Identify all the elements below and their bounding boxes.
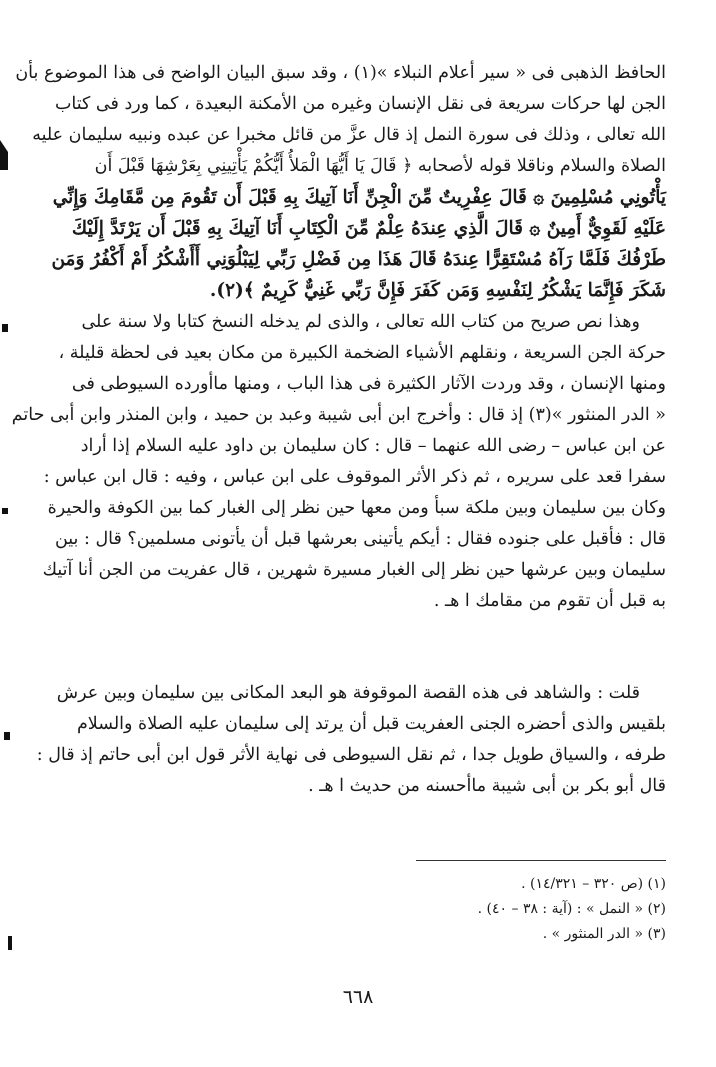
scan-artifact [4,732,10,740]
paragraph-3 [36,678,666,802]
quran-verse-line: طَرْفُكَ فَلَمَّا رَآهُ مُسْتَقِرًّا عِندَهُ قَالَ هَذَا مِن فَضْلِ رَبِّي لِيَبْلُوَنِي أَأَشْكُرُ أَمْ أَكْفُرُ وَمَن [51,249,666,270]
text-line: قال أبو بكر بن أبى شيبة ماأحسنه من حديث ا هـ . [308,776,666,796]
text-line: وكان بين سليمان وبين ملكة سبأ ومن معها حين نظر إلى الغبار كما بين الكوفة والحيرة [47,498,666,518]
text-line: الله تعالى ، وذلك فى سورة النمل إذ قال عزَّ من قائل مخبرا عن عبده ونبيه سليمان عليه [32,125,666,145]
text-line: سفرا قعد على سريره ، ثم ذكر الأثر الموقوف على ابن عباس ، وفيه : قال ابن عباس : [43,467,666,487]
paragraph-2 [11,307,666,617]
scan-artifact [8,936,12,950]
scan-artifact [0,140,8,170]
page-number: ٦٦٨ [342,986,374,1008]
text-line: وهذا نص صريح من كتاب الله تعالى ، والذى لم يدخله النسخ كتابا ولا سنة على [81,312,640,332]
text-line: سليمان وبين عرشها حين نظر إلى الغبار مسيرة شهرين ، قال عفريت من الجن أنا آتيك [42,560,666,580]
text-line: الجن لها حركات سريعة فى نقل الإنسان وغيره من الأمكنة البعيدة ، كما ورد فى كتاب [54,94,666,114]
footnote-separator [416,860,666,861]
text-line: عن ابن عباس – رضى الله عنهما – قال : كان سليمان بن داود عليه السلام إذا أراد [80,436,666,456]
text-line: به قبل أن تقوم من مقامك ا هـ . [433,591,666,611]
text-line: طرفه ، والسياق طويل جدا ، ثم نقل السيوطى فى نهاية الأثر قول ابن أبى حاتم إذ قال : [36,745,666,765]
quran-verse-line: شَكَرَ فَإِنَّمَا يَشْكُرُ لِنَفْسِهِ وَمَن كَفَرَ فَإِنَّ رَبِّي غَنِيٌّ كَرِيمٌ ﴾(٢). [209,280,666,301]
text-line: ومنها الإنسان ، وقد وردت الآثار الكثيرة فى هذا الباب ، ومنها ماأورده السيوطى فى [71,374,666,394]
paragraph-1 [15,58,666,306]
text-line: « الدر المنثور »(٣) إذ قال : وأخرج ابن أبى شيبة وعبد بن حميد ، وابن المنذر وابن أبى حاتم [11,405,666,425]
text-line: الحافظ الذهبى فى « سير أعلام النبلاء »(١) ، وقد سبق البيان الواضح فى هذا الموضوع بأن [15,63,666,83]
text-line: بلقيس والذى أحضره الجنى العفريت قبل أن يرتد إلى سليمان عليه الصلاة والسلام [76,714,666,734]
quran-verse-line: يَأْتُونِي مُسْلِمِينَ ۞ قَالَ عِفْرِيتٌ مِّنَ الْجِنِّ أَنَا آتِيكَ بِهِ قَبْلَ أَن تَقُومَ مِن مَّقَامِكَ وَإِنِّي [52,187,666,208]
scan-artifact [2,324,8,332]
text-line: الصلاة والسلام وناقلا قوله لأصحابه ﴿ قَالَ يَا أَيُّهَا الْمَلأُ أَيُّكُمْ يَأْتِينِي بِعَرْشِهَا قَبْلَ أَن [94,156,666,176]
text-line: قلت : والشاهد فى هذه القصة الموقوفة هو البعد المكانى بين سليمان وبين عرش [56,683,640,703]
quran-verse-line: عَلَيْهِ لَقَوِيٌّ أَمِينٌ ۞ قَالَ الَّذِي عِندَهُ عِلْمٌ مِّنَ الْكِتَابِ أَنَا آتِيكَ بِهِ قَبْلَ أَن يَرْتَدَّ إِلَيْكَ [71,218,666,239]
footnote: (٣) « الدر المنثور » . [542,926,666,942]
footnote: (١) (ص ٣٢٠ – ١٤/٣٢١) . [521,876,666,892]
scan-artifact [2,508,8,514]
text-line: قال : فأقبل على جنوده فقال : أيكم يأتينى بعرشها قبل أن يأتونى مسلمين؟ قال : بين [54,529,666,549]
footnote: (٢) « النمل » : (آية : ٣٨ – ٤٠) . [477,901,666,917]
text-line: حركة الجن السريعة ، ونقلهم الأشياء الضخمة الكبيرة من مكان بعيد فى لحظة قليلة ، [58,343,666,363]
footnotes [300,872,666,947]
